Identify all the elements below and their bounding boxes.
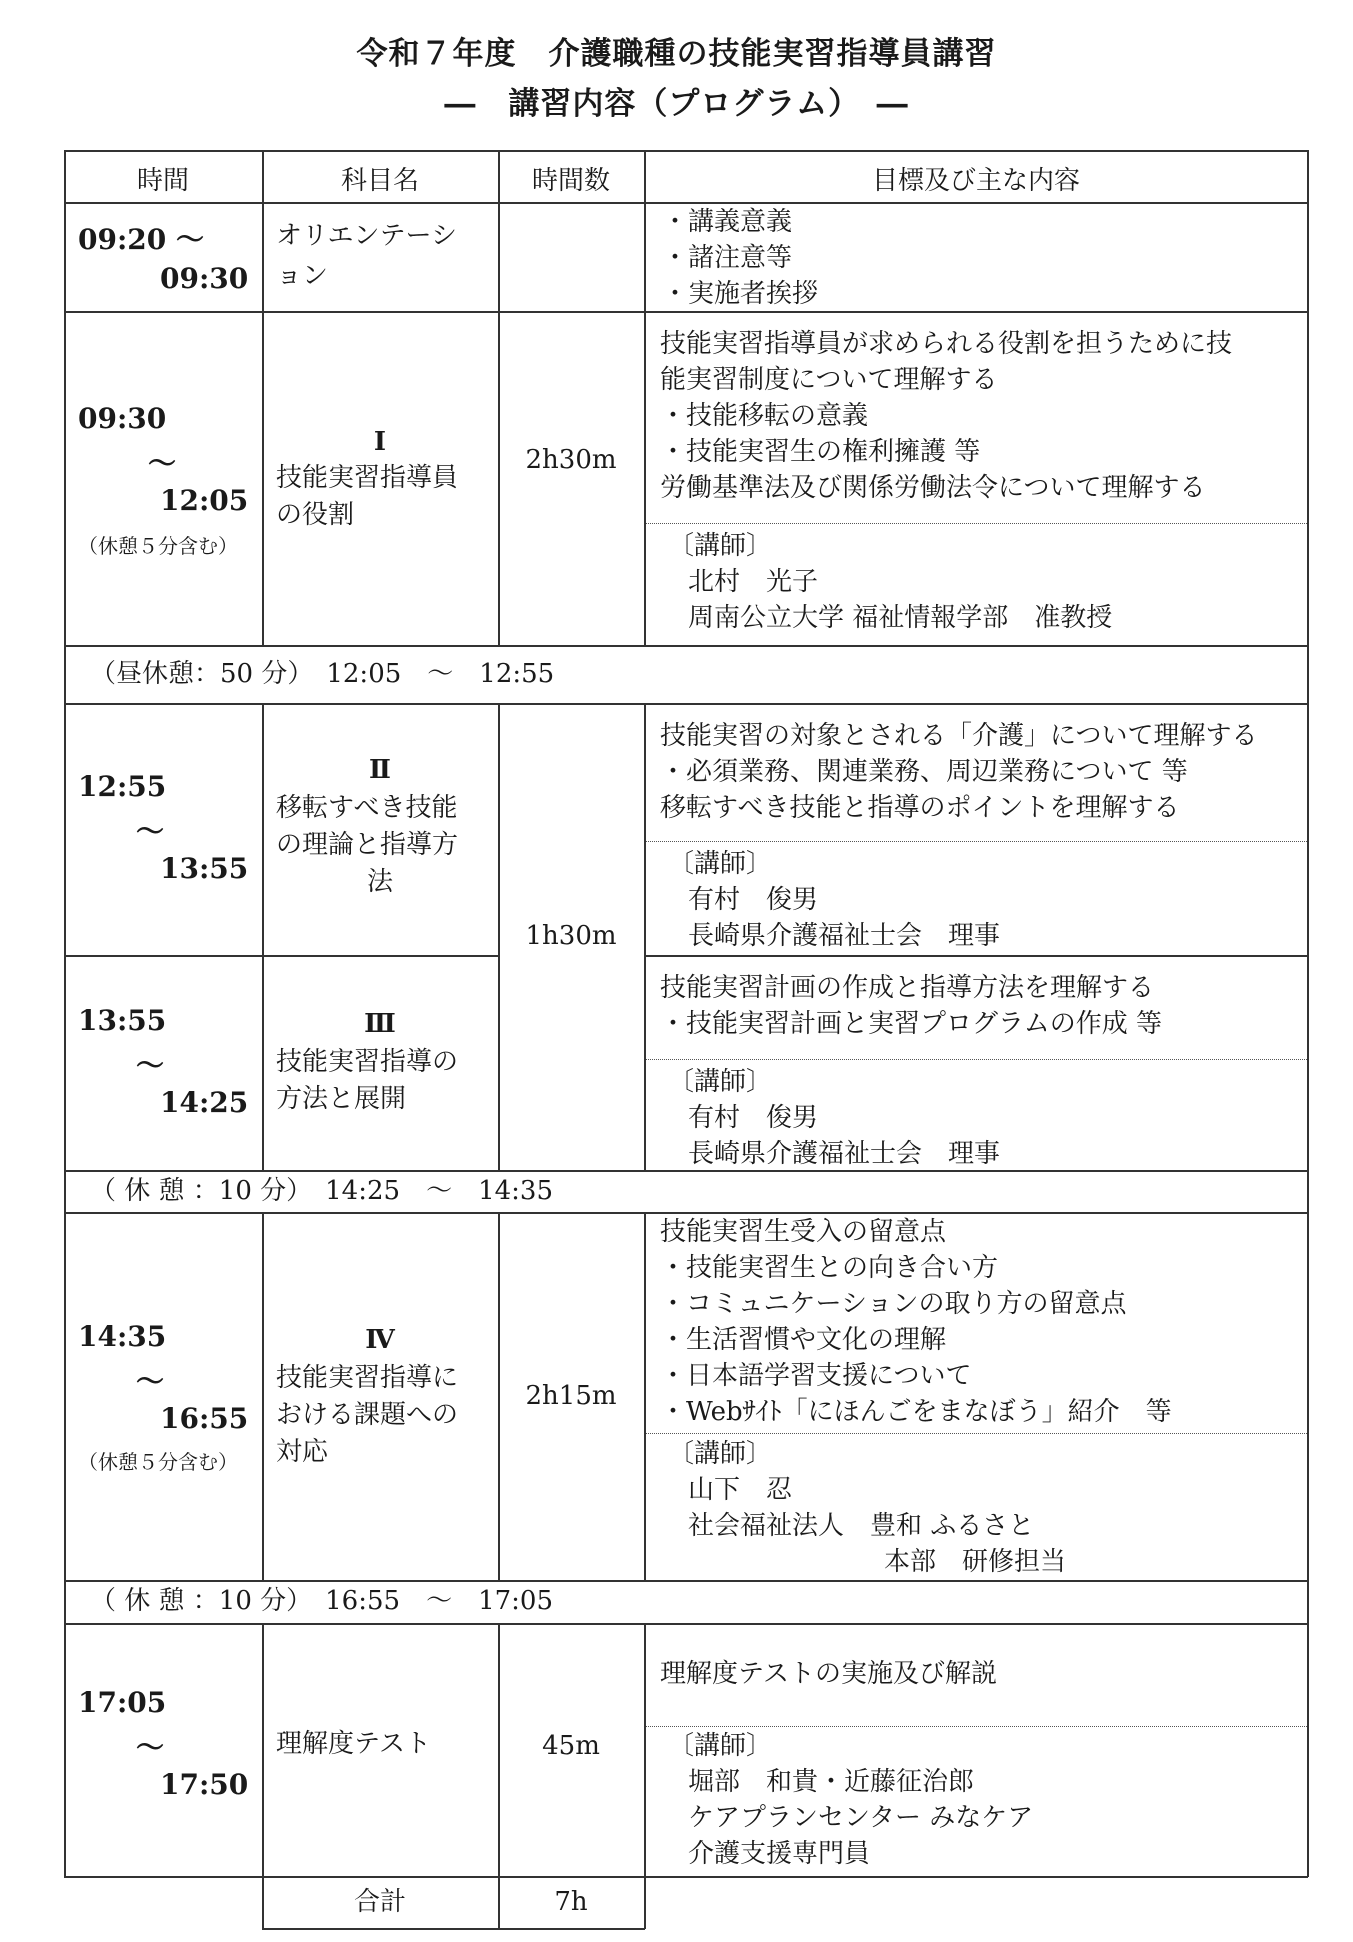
s3-time-end: 14:25 xyxy=(160,1086,249,1119)
s5-time-start: 17:05 xyxy=(78,1686,167,1719)
s5-lecturer-position: 介護支援専門員 xyxy=(688,1839,871,1869)
s1-subject-line1: 技能実習指導員 xyxy=(276,463,459,493)
s1-content-line: 技能実習指導員が求められる役割を担うために技 xyxy=(660,329,1233,359)
s2-content-line: ・必須業務、関連業務、周辺業務について 等 xyxy=(660,757,1188,787)
s4-subject-line3: 対応 xyxy=(276,1437,329,1467)
s2-subject-line2: の理論と指導方 xyxy=(276,830,459,860)
s1-content-line: 労働基準法及び関係労働法令について理解する xyxy=(660,473,1206,503)
s3-time-mid: 〜 xyxy=(136,1049,165,1082)
s4-content-line: ・コミュニケーションの取り方の留意点 xyxy=(660,1289,1127,1319)
lunch-break: （昼休憩：50 分） 12:05 〜 12:55 xyxy=(90,659,555,689)
total-label: 合計 xyxy=(353,1887,406,1917)
orientation-subject-line1: オリエンテーシ xyxy=(276,221,457,251)
s2-time-end: 13:55 xyxy=(160,852,249,885)
s1-lecturer-name: 北村 光子 xyxy=(688,567,819,597)
orientation-time-start: 09:20 〜 xyxy=(78,223,205,256)
s3-content-line: 技能実習計画の作成と指導方法を理解する xyxy=(660,973,1155,1003)
s1-time-start: 09:30 xyxy=(78,402,167,435)
s4-subject-line1: 技能実習指導に xyxy=(276,1363,459,1393)
s5-subject: 理解度テスト xyxy=(276,1729,431,1759)
s5-content-line: 理解度テストの実施及び解説 xyxy=(660,1659,997,1689)
s4-lecturer-label: 〔講師〕 xyxy=(668,1439,773,1469)
s2-content-line: 移転すべき技能と指導のポイントを理解する xyxy=(660,793,1180,823)
page-title: 令和７年度 介護職種の技能実習指導員講習 xyxy=(356,36,997,72)
page-subtitle: ― 講習内容（プログラム） ― xyxy=(444,86,909,122)
s4-content-line: ・Webｻｲﾄ「にほんごをまなぼう」紹介 等 xyxy=(660,1397,1172,1427)
s3-subject-line2: 方法と展開 xyxy=(276,1084,407,1114)
s3-numeral: Ⅲ xyxy=(364,1009,396,1039)
s4-time-mid: 〜 xyxy=(136,1365,165,1398)
s3-content-line: ・技能実習計画と実習プログラムの作成 等 xyxy=(660,1009,1163,1039)
s3-lecturer-name: 有村 俊男 xyxy=(688,1103,819,1133)
orientation-content-line: ・諸注意等 xyxy=(662,243,793,273)
s3-lecturer-affiliation: 長崎県介護福祉士会 理事 xyxy=(688,1139,1001,1169)
s1-break-note: （休憩５分含む） xyxy=(78,534,238,558)
s1-lecturer-affiliation: 周南公立大学 福祉情報学部 准教授 xyxy=(688,603,1113,633)
s5-lecturer-affiliation: ケアプランセンター みなケア xyxy=(688,1803,1034,1833)
s4-content-line: 技能実習生受入の留意点 xyxy=(660,1217,947,1247)
s2-lecturer-name: 有村 俊男 xyxy=(688,885,819,915)
s4-content-line: ・生活習慣や文化の理解 xyxy=(660,1325,947,1355)
s4-subject-line2: おける課題への xyxy=(276,1400,459,1430)
s5-time-end: 17:50 xyxy=(160,1768,249,1801)
s2-time-start: 12:55 xyxy=(78,770,167,803)
header-subject: 科目名 xyxy=(340,166,419,196)
s1-content-line: 能実習制度について理解する xyxy=(660,365,998,395)
s1-time-end: 12:05 xyxy=(160,484,249,517)
break-1: （ 休 憩 ：10 分） 14:25 〜 14:35 xyxy=(90,1176,553,1206)
s4-numeral: Ⅳ xyxy=(365,1325,395,1355)
s1-subject-line2: の役割 xyxy=(276,500,355,530)
s1-lecturer-label: 〔講師〕 xyxy=(668,531,773,561)
s4-time-start: 14:35 xyxy=(78,1320,167,1353)
orientation-subject-line2: ョン xyxy=(276,261,329,291)
s2-numeral: Ⅱ xyxy=(369,755,391,785)
s23-hours: 1h30m xyxy=(525,921,617,951)
s4-break-note: （休憩５分含む） xyxy=(78,1450,238,1474)
header-hours: 時間数 xyxy=(531,166,610,196)
s4-time-end: 16:55 xyxy=(160,1402,249,1435)
s5-time-mid: 〜 xyxy=(136,1731,165,1764)
orientation-content-line: ・実施者挨拶 xyxy=(662,279,819,309)
s2-content-line: 技能実習の対象とされる「介護」について理解する xyxy=(660,721,1258,751)
s2-subject-line1: 移転すべき技能 xyxy=(276,793,458,823)
s3-subject-line1: 技能実習指導の xyxy=(276,1047,459,1077)
s1-content-line: ・技能移転の意義 xyxy=(660,401,869,431)
s3-time-start: 13:55 xyxy=(78,1004,167,1037)
s2-lecturer-affiliation: 長崎県介護福祉士会 理事 xyxy=(688,921,1001,951)
s2-subject-line3: 法 xyxy=(366,867,393,897)
s1-content-line: ・技能実習生の権利擁護 等 xyxy=(660,437,981,467)
orientation-content-line: ・講義意義 xyxy=(662,207,793,237)
s5-hours: 45m xyxy=(542,1731,600,1761)
s4-lecturer-affiliation: 社会福祉法人 豊和 ふるさと xyxy=(688,1511,1035,1541)
s5-lecturer-label: 〔講師〕 xyxy=(668,1731,773,1761)
s2-time-mid: 〜 xyxy=(136,815,165,848)
header-time: 時間 xyxy=(136,166,189,196)
s1-hours: 2h30m xyxy=(525,445,617,475)
s4-hours: 2h15m xyxy=(525,1381,617,1411)
break-2: （ 休 憩 ：10 分） 16:55 〜 17:05 xyxy=(90,1586,553,1616)
s4-lecturer-name: 山下 忍 xyxy=(688,1475,793,1505)
total-value: 7h xyxy=(554,1887,588,1917)
s4-content-line: ・日本語学習支援について xyxy=(660,1361,972,1391)
s1-time-mid: 〜 xyxy=(148,447,177,480)
header-content: 目標及び主な内容 xyxy=(871,166,1080,196)
s4-content-line: ・技能実習生との向き合い方 xyxy=(660,1253,999,1283)
s1-numeral: Ⅰ xyxy=(373,427,387,457)
s3-lecturer-label: 〔講師〕 xyxy=(668,1067,773,1097)
orientation-time-end: 09:30 xyxy=(160,262,249,295)
s5-lecturer-name: 堀部 和貴・近藤征治郎 xyxy=(688,1767,975,1797)
s4-lecturer-position: 本部 研修担当 xyxy=(884,1547,1067,1577)
s2-lecturer-label: 〔講師〕 xyxy=(668,849,773,879)
